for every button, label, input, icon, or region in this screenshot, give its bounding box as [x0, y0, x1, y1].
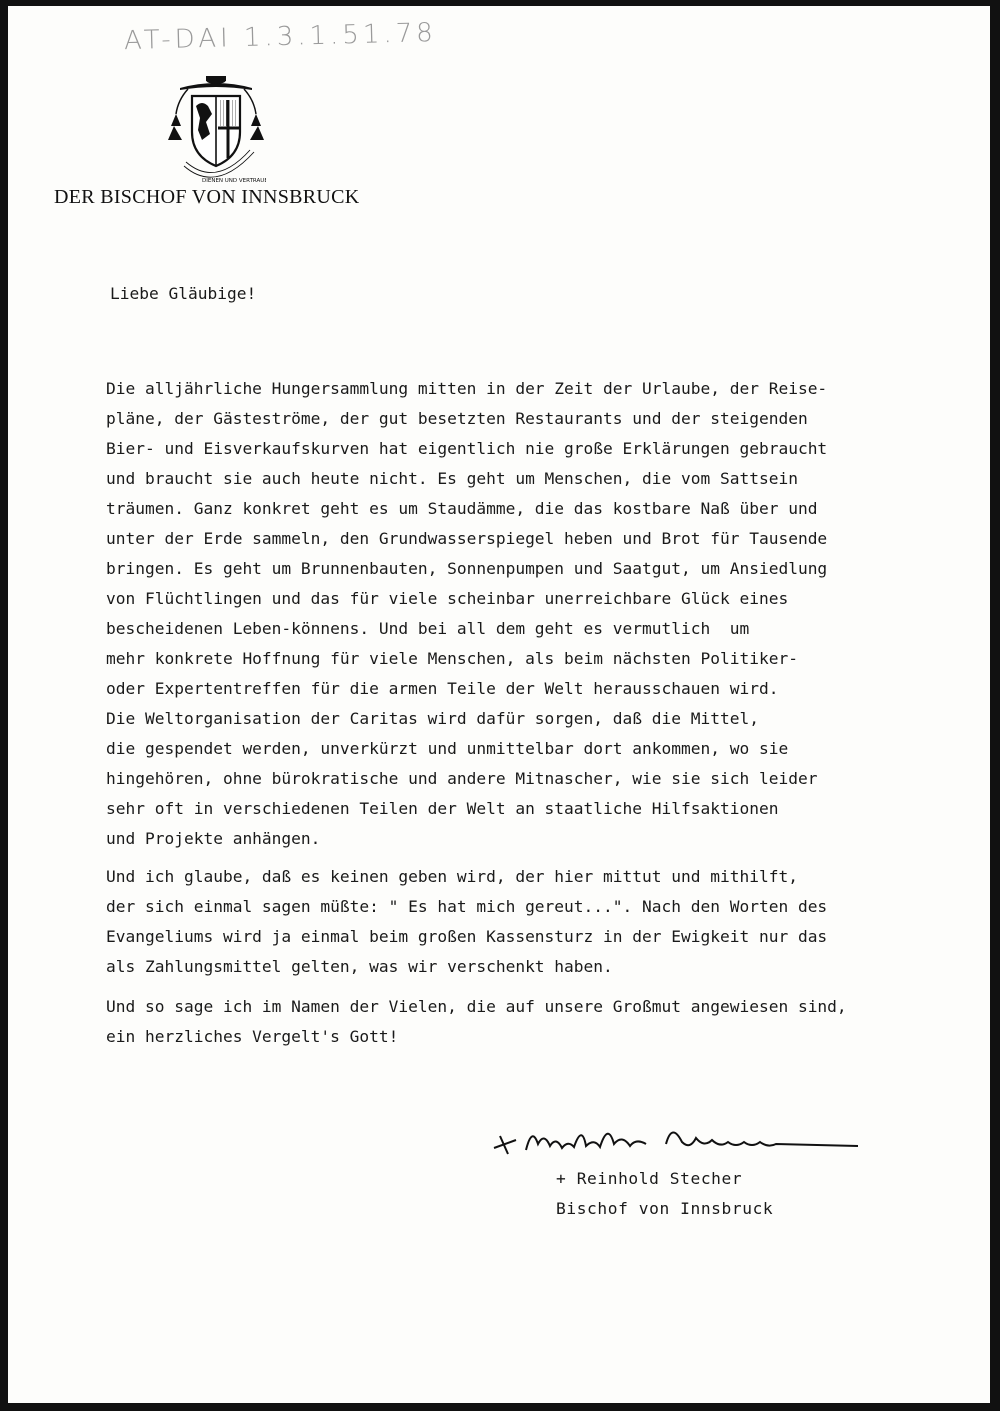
- text-line: und braucht sie auch heute nicht. Es geht um Menschen, die vom Sattsein: [106, 469, 798, 488]
- text-line: träumen. Ganz konkret geht es um Staudämme, die das kostbare Naß über und: [106, 499, 818, 518]
- text-line: unter der Erde sammeln, den Grundwasserspiegel heben und Brot für Tausende: [106, 529, 828, 548]
- text-line: hingehören, ohne bürokratische und andere Mitnascher, wie sie sich leider: [106, 769, 818, 788]
- svg-text:DIENEN UND VERTRAUEN: DIENEN UND VERTRAUEN: [202, 178, 266, 184]
- signer-title: Bischof von Innsbruck: [556, 1199, 774, 1218]
- paragraph-3: [106, 992, 847, 1052]
- text-line: Und ich glaube, daß es keinen geben wird, der hier mittut und mithilft,: [106, 867, 798, 886]
- signature-icon: [486, 1114, 866, 1164]
- text-line: ein herzliches Vergelt's Gott!: [106, 1027, 399, 1046]
- text-line: Und so sage ich im Namen der Vielen, die auf unsere Großmut angewiesen sind,: [106, 997, 847, 1016]
- text-line: Bier- und Eisverkaufskurven hat eigentlich nie große Erklärungen gebraucht: [106, 439, 828, 458]
- text-line: von Flüchtlingen und das für viele scheinbar unerreichbare Glück eines: [106, 589, 789, 608]
- signer-name: + Reinhold Stecher: [556, 1169, 743, 1188]
- coat-of-arms-icon: [166, 70, 266, 188]
- text-line: sehr oft in verschiedenen Teilen der Welt an staatliche Hilfsaktionen: [106, 799, 779, 818]
- signature-block: [556, 1164, 773, 1224]
- text-line: oder Expertentreffen für die armen Teile der Welt herausschauen wird.: [106, 679, 779, 698]
- handwritten-signature: [486, 1114, 866, 1164]
- paragraph-1: [106, 374, 827, 854]
- text-line: als Zahlungsmittel gelten, was wir verschenkt haben.: [106, 957, 613, 976]
- text-line: Evangeliums wird ja einmal beim großen Kassensturz in der Ewigkeit nur das: [106, 927, 828, 946]
- text-line: Die alljährliche Hungersammlung mitten in der Zeit der Urlaube, der Reise-: [106, 379, 828, 398]
- salutation: Liebe Gläubige!: [110, 284, 257, 303]
- text-line: bescheidenen Leben-könnens. Und bei all dem geht es vermutlich um: [106, 619, 750, 638]
- text-line: bringen. Es geht um Brunnenbauten, Sonnenpumpen und Saatgut, um Ansiedlung: [106, 559, 828, 578]
- text-line: die gespendet werden, unverkürzt und unmittelbar dort ankommen, wo sie: [106, 739, 789, 758]
- text-line: mehr konkrete Hoffnung für viele Menschen, als beim nächsten Politiker-: [106, 649, 798, 668]
- coat-of-arms: [166, 70, 266, 188]
- text-line: Die Weltorganisation der Caritas wird dafür sorgen, daß die Mittel,: [106, 709, 759, 728]
- paragraph-2: [106, 862, 827, 982]
- text-line: und Projekte anhängen.: [106, 829, 321, 848]
- letterhead-title: DER BISCHOF VON INNSBRUCK: [54, 186, 360, 208]
- text-line: der sich einmal sagen müßte: " Es hat mich gereut...". Nach den Worten des: [106, 897, 828, 916]
- text-line: pläne, der Gästeströme, der gut besetzten Restaurants und der steigenden: [106, 409, 808, 428]
- letter-page: [8, 6, 990, 1403]
- eagle-shield-icon: [192, 96, 240, 166]
- archive-reference: AT-DAI 1.3.1.51.78: [123, 17, 438, 57]
